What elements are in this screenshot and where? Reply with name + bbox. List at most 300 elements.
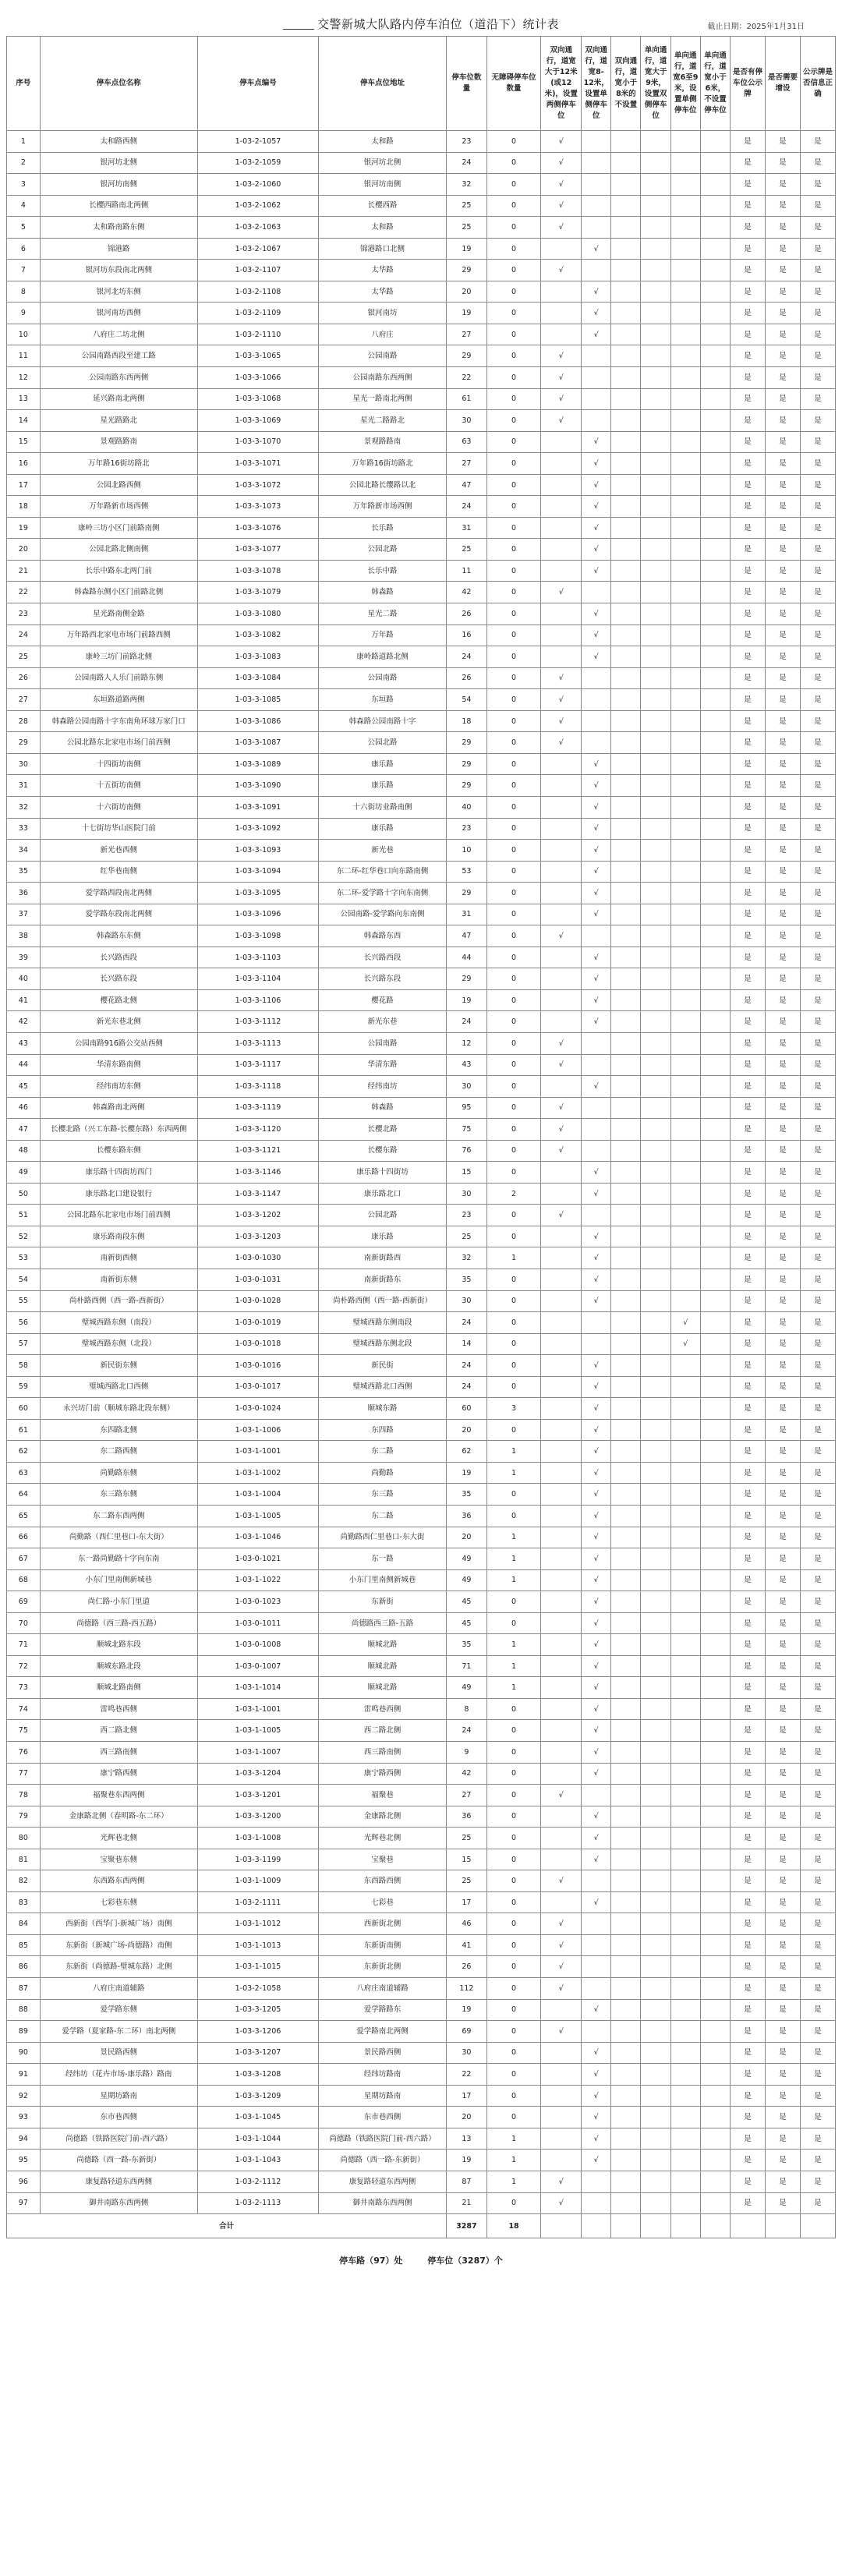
table-row bbox=[7, 453, 836, 475]
cell-check-one-narrow bbox=[700, 1054, 730, 1076]
cell-has-sign: 是 bbox=[731, 732, 766, 754]
col-header: 无障碍停车位数量 bbox=[486, 37, 541, 131]
cell-code: 1-03-0-1008 bbox=[197, 1634, 318, 1656]
cell-check-two-narrow bbox=[611, 667, 641, 689]
cell-code: 1-03-3-1073 bbox=[197, 496, 318, 518]
cell-no: 72 bbox=[7, 1655, 41, 1677]
cell-accessible: 0 bbox=[486, 861, 541, 883]
cell-check-two-mid bbox=[582, 1913, 611, 1935]
cell-check-one-wide bbox=[641, 1591, 670, 1613]
cell-check-two-narrow bbox=[611, 1698, 641, 1720]
cell-code: 1-03-3-1092 bbox=[197, 818, 318, 840]
cell-address: 星期坊路南 bbox=[319, 2085, 447, 2107]
table-row bbox=[7, 1806, 836, 1828]
cell-check-one-mid bbox=[670, 1290, 700, 1312]
cell-address: 万年路新市场西侧 bbox=[319, 496, 447, 518]
cell-no: 65 bbox=[7, 1506, 41, 1527]
cell-name: 银河坊东段南北两侧 bbox=[40, 260, 197, 281]
cell-check-one-mid bbox=[670, 904, 700, 925]
cell-code: 1-03-3-1112 bbox=[197, 1011, 318, 1033]
table-row bbox=[7, 1956, 836, 1978]
cell-has-sign: 是 bbox=[731, 1806, 766, 1828]
cell-has-sign: 是 bbox=[731, 968, 766, 990]
cell-need-add: 是 bbox=[766, 388, 801, 410]
table-row bbox=[7, 603, 836, 625]
cell-code: 1-03-3-1068 bbox=[197, 388, 318, 410]
cell-name: 锦港路 bbox=[40, 238, 197, 260]
cell-check-two-narrow bbox=[611, 883, 641, 904]
cell-check-two-narrow bbox=[611, 796, 641, 818]
cell-check-two-wide: √ bbox=[541, 710, 582, 732]
table-row bbox=[7, 1183, 836, 1205]
cell-name: 公园南路人人乐门前路东侧 bbox=[40, 667, 197, 689]
table-row bbox=[7, 1634, 836, 1656]
cell-check-one-mid bbox=[670, 2064, 700, 2086]
cell-has-sign: 是 bbox=[731, 1527, 766, 1548]
table-row bbox=[7, 1828, 836, 1849]
cell-check-one-wide bbox=[641, 1956, 670, 1978]
cell-spaces: 11 bbox=[447, 560, 487, 582]
cell-check-two-narrow bbox=[611, 710, 641, 732]
cell-check-two-narrow bbox=[611, 2042, 641, 2064]
cell-need-add: 是 bbox=[766, 152, 801, 174]
cell-spaces: 8 bbox=[447, 1698, 487, 1720]
cell-sign-correct: 是 bbox=[800, 1097, 835, 1119]
cell-name: 公园北路东北家电市场门前西侧 bbox=[40, 732, 197, 754]
cell-check-two-narrow bbox=[611, 1763, 641, 1785]
cell-no: 91 bbox=[7, 2064, 41, 2086]
cell-address: 韩森路东西 bbox=[319, 925, 447, 947]
cell-check-one-narrow bbox=[700, 1226, 730, 1247]
cell-check-one-wide bbox=[641, 796, 670, 818]
cell-check-two-mid: √ bbox=[582, 474, 611, 496]
cell-sign-correct: 是 bbox=[800, 1076, 835, 1098]
cell-check-one-narrow bbox=[700, 1290, 730, 1312]
table-row bbox=[7, 1312, 836, 1334]
cell-no: 97 bbox=[7, 2192, 41, 2214]
cell-check-two-mid bbox=[582, 582, 611, 603]
cell-no: 23 bbox=[7, 603, 41, 625]
cell-address: 景观路路南 bbox=[319, 431, 447, 453]
cell-need-add: 是 bbox=[766, 603, 801, 625]
cell-check-two-mid: √ bbox=[582, 2085, 611, 2107]
cell-code: 1-03-3-1201 bbox=[197, 1785, 318, 1806]
cell-need-add: 是 bbox=[766, 1720, 801, 1742]
cell-need-add: 是 bbox=[766, 1742, 801, 1764]
cell-name: 十六街坊南侧 bbox=[40, 796, 197, 818]
cell-has-sign: 是 bbox=[731, 2107, 766, 2128]
cell-need-add: 是 bbox=[766, 474, 801, 496]
cell-accessible: 0 bbox=[486, 989, 541, 1011]
table-row bbox=[7, 303, 836, 324]
table-row bbox=[7, 1913, 836, 1935]
cell-check-one-narrow bbox=[700, 1828, 730, 1849]
cell-check-one-narrow bbox=[700, 925, 730, 947]
cell-spaces: 26 bbox=[447, 667, 487, 689]
cell-check-one-mid bbox=[670, 1891, 700, 1913]
cell-check-two-wide bbox=[541, 1634, 582, 1656]
cell-sign-correct: 是 bbox=[800, 1548, 835, 1570]
cell-check-two-narrow bbox=[611, 1333, 641, 1355]
cell-spaces: 18 bbox=[447, 710, 487, 732]
cell-check-two-narrow bbox=[611, 1312, 641, 1334]
cell-spaces: 24 bbox=[447, 1011, 487, 1033]
table-row bbox=[7, 388, 836, 410]
cell-no: 30 bbox=[7, 753, 41, 775]
cell-check-two-wide bbox=[541, 2107, 582, 2128]
table-row bbox=[7, 496, 836, 518]
cell-address: 新光东巷 bbox=[319, 1011, 447, 1033]
cell-need-add: 是 bbox=[766, 217, 801, 239]
cell-check-two-wide bbox=[541, 1655, 582, 1677]
cell-check-one-mid bbox=[670, 689, 700, 711]
cell-check-two-wide: √ bbox=[541, 582, 582, 603]
cell-no: 9 bbox=[7, 303, 41, 324]
cell-spaces: 20 bbox=[447, 281, 487, 303]
cell-has-sign: 是 bbox=[731, 1956, 766, 1978]
cell-address: 公园北路 bbox=[319, 539, 447, 561]
cell-code: 1-03-2-1111 bbox=[197, 1891, 318, 1913]
cell-check-two-wide bbox=[541, 1548, 582, 1570]
cell-accessible: 0 bbox=[486, 1999, 541, 2021]
cell-spaces: 29 bbox=[447, 968, 487, 990]
cell-name: 尚勤路（西仁里巷口-东大街） bbox=[40, 1527, 197, 1548]
cell-check-two-mid: √ bbox=[582, 517, 611, 539]
cell-code: 1-03-3-1207 bbox=[197, 2042, 318, 2064]
cell-check-two-wide bbox=[541, 1999, 582, 2021]
cell-spaces: 44 bbox=[447, 947, 487, 968]
cell-check-one-wide bbox=[641, 410, 670, 432]
cell-accessible: 0 bbox=[486, 345, 541, 367]
cell-name: 西新街（西华门-新城广场）南侧 bbox=[40, 1913, 197, 1935]
cell-check-two-narrow bbox=[611, 2021, 641, 2043]
table-row bbox=[7, 1398, 836, 1420]
cell-check-two-mid bbox=[582, 345, 611, 367]
cell-check-two-wide: √ bbox=[541, 260, 582, 281]
cell-no: 16 bbox=[7, 453, 41, 475]
table-row bbox=[7, 1527, 836, 1548]
cell-address: 东新街北侧 bbox=[319, 1956, 447, 1978]
cell-need-add: 是 bbox=[766, 1527, 801, 1548]
table-row bbox=[7, 1162, 836, 1184]
cell-check-one-narrow bbox=[700, 2085, 730, 2107]
cell-check-two-mid: √ bbox=[582, 1806, 611, 1828]
table-row bbox=[7, 2171, 836, 2192]
cell-code: 1-03-3-1085 bbox=[197, 689, 318, 711]
cell-total-label: 合计 bbox=[7, 2214, 447, 2238]
cell-no: 28 bbox=[7, 710, 41, 732]
cell-no: 69 bbox=[7, 1591, 41, 1613]
cell-has-sign: 是 bbox=[731, 1140, 766, 1162]
table-row bbox=[7, 775, 836, 797]
cell-has-sign: 是 bbox=[731, 1634, 766, 1656]
cell-sign-correct: 是 bbox=[800, 539, 835, 561]
cell-code: 1-03-2-1057 bbox=[197, 131, 318, 153]
cell-check-two-wide: √ bbox=[541, 1870, 582, 1892]
cell-accessible: 0 bbox=[486, 925, 541, 947]
cell-sign-correct: 是 bbox=[800, 1205, 835, 1226]
cell-check-one-narrow bbox=[700, 861, 730, 883]
cell-spaces: 35 bbox=[447, 1634, 487, 1656]
cell-spaces: 63 bbox=[447, 431, 487, 453]
cell-need-add: 是 bbox=[766, 1763, 801, 1785]
cell-check-two-wide: √ bbox=[541, 1097, 582, 1119]
cell-accessible: 0 bbox=[486, 1419, 541, 1441]
cell-check-two-wide bbox=[541, 560, 582, 582]
cell-check-one-mid bbox=[670, 1032, 700, 1054]
cell-check-one-narrow bbox=[700, 947, 730, 968]
table-row bbox=[7, 345, 836, 367]
cell-check-one-narrow bbox=[700, 1956, 730, 1978]
cell-need-add: 是 bbox=[766, 1441, 801, 1463]
cell-check-two-mid: √ bbox=[582, 238, 611, 260]
cell-check-two-narrow bbox=[611, 1934, 641, 1956]
cell-name: 爱学路（夏家路-东二环）南北两侧 bbox=[40, 2021, 197, 2043]
cell-check-one-narrow bbox=[700, 1506, 730, 1527]
cell-check-two-narrow bbox=[611, 861, 641, 883]
cell-name: 东二路东西两侧 bbox=[40, 1506, 197, 1527]
table-row bbox=[7, 646, 836, 668]
cell-code: 1-03-2-1063 bbox=[197, 217, 318, 239]
cell-has-sign: 是 bbox=[731, 1569, 766, 1591]
cell-has-sign: 是 bbox=[731, 1591, 766, 1613]
cell-no: 44 bbox=[7, 1054, 41, 1076]
cell-sign-correct: 是 bbox=[800, 2021, 835, 2043]
cell-has-sign: 是 bbox=[731, 2171, 766, 2192]
cell-need-add: 是 bbox=[766, 1333, 801, 1355]
table-row bbox=[7, 1419, 836, 1441]
cell-address: 长樱西路 bbox=[319, 195, 447, 217]
cell-no: 13 bbox=[7, 388, 41, 410]
cell-check-one-narrow bbox=[700, 1677, 730, 1699]
cell-check-two-narrow bbox=[611, 1785, 641, 1806]
cell-accessible: 0 bbox=[486, 1376, 541, 1398]
cell-code: 1-03-3-1093 bbox=[197, 840, 318, 862]
cell-address: 公园北路 bbox=[319, 732, 447, 754]
table-row bbox=[7, 1698, 836, 1720]
cell-accessible: 0 bbox=[486, 195, 541, 217]
cell-need-add: 是 bbox=[766, 260, 801, 281]
cell-need-add: 是 bbox=[766, 968, 801, 990]
cell-name: 东三路东侧 bbox=[40, 1484, 197, 1506]
cell-need-add: 是 bbox=[766, 560, 801, 582]
cell-check-one-wide bbox=[641, 1612, 670, 1634]
cell-empty bbox=[541, 2214, 582, 2238]
cell-no: 88 bbox=[7, 1999, 41, 2021]
cell-check-one-narrow bbox=[700, 1162, 730, 1184]
cell-check-two-wide: √ bbox=[541, 2192, 582, 2214]
cell-check-two-narrow bbox=[611, 2192, 641, 2214]
cell-accessible: 0 bbox=[486, 1333, 541, 1355]
cell-sign-correct: 是 bbox=[800, 260, 835, 281]
cell-has-sign: 是 bbox=[731, 1054, 766, 1076]
cell-check-two-narrow bbox=[611, 1011, 641, 1033]
table-row bbox=[7, 367, 836, 389]
cell-check-one-narrow bbox=[700, 1870, 730, 1892]
cell-check-one-narrow bbox=[700, 646, 730, 668]
cell-accessible: 0 bbox=[486, 152, 541, 174]
cell-spaces: 36 bbox=[447, 1506, 487, 1527]
cell-check-one-narrow bbox=[700, 1205, 730, 1226]
cell-spaces: 47 bbox=[447, 474, 487, 496]
cell-check-two-mid: √ bbox=[582, 2128, 611, 2150]
table-row bbox=[7, 2085, 836, 2107]
cell-code: 1-03-0-1017 bbox=[197, 1376, 318, 1398]
cell-spaces: 45 bbox=[447, 1612, 487, 1634]
cell-check-two-mid: √ bbox=[582, 303, 611, 324]
cell-check-two-mid: √ bbox=[582, 324, 611, 345]
cell-accessible: 0 bbox=[486, 2021, 541, 2043]
cell-check-two-narrow bbox=[611, 2128, 641, 2150]
cell-check-two-mid: √ bbox=[582, 1828, 611, 1849]
cell-check-two-mid bbox=[582, 1978, 611, 2000]
cell-name: 长樱西路南北两侧 bbox=[40, 195, 197, 217]
cell-check-one-narrow bbox=[700, 1655, 730, 1677]
cell-spaces: 15 bbox=[447, 1849, 487, 1870]
cell-need-add: 是 bbox=[766, 539, 801, 561]
cell-accessible: 0 bbox=[486, 1742, 541, 1764]
cell-has-sign: 是 bbox=[731, 1849, 766, 1870]
cell-name: 金康路北侧（春明路-东二环） bbox=[40, 1806, 197, 1828]
cell-need-add: 是 bbox=[766, 1290, 801, 1312]
table-row bbox=[7, 281, 836, 303]
cell-no: 51 bbox=[7, 1205, 41, 1226]
cell-check-two-wide bbox=[541, 453, 582, 475]
cell-need-add: 是 bbox=[766, 1462, 801, 1484]
cell-has-sign: 是 bbox=[731, 1398, 766, 1420]
cell-code: 1-03-1-1005 bbox=[197, 1506, 318, 1527]
cell-address: 西新街北侧 bbox=[319, 1913, 447, 1935]
cell-no: 86 bbox=[7, 1956, 41, 1978]
cell-has-sign: 是 bbox=[731, 625, 766, 646]
cell-check-one-wide bbox=[641, 775, 670, 797]
cell-need-add: 是 bbox=[766, 1591, 801, 1613]
cell-check-two-narrow bbox=[611, 152, 641, 174]
cell-has-sign: 是 bbox=[731, 410, 766, 432]
cell-spaces: 25 bbox=[447, 539, 487, 561]
cell-check-one-narrow bbox=[700, 710, 730, 732]
cell-check-one-wide bbox=[641, 1506, 670, 1527]
cell-check-two-narrow bbox=[611, 539, 641, 561]
cell-sign-correct: 是 bbox=[800, 1569, 835, 1591]
cell-no: 17 bbox=[7, 474, 41, 496]
cell-has-sign: 是 bbox=[731, 474, 766, 496]
cell-code: 1-03-2-1107 bbox=[197, 260, 318, 281]
cell-code: 1-03-1-1044 bbox=[197, 2128, 318, 2150]
cell-check-two-mid: √ bbox=[582, 1999, 611, 2021]
cell-empty bbox=[670, 2214, 700, 2238]
cell-check-two-mid bbox=[582, 1119, 611, 1141]
cell-check-one-mid bbox=[670, 796, 700, 818]
cell-has-sign: 是 bbox=[731, 2064, 766, 2086]
cell-check-two-narrow bbox=[611, 1870, 641, 1892]
cell-code: 1-03-3-1121 bbox=[197, 1140, 318, 1162]
cell-check-two-narrow bbox=[611, 1119, 641, 1141]
cell-check-two-wide bbox=[541, 625, 582, 646]
cell-code: 1-03-3-1204 bbox=[197, 1763, 318, 1785]
cell-check-two-wide bbox=[541, 1612, 582, 1634]
table-row bbox=[7, 1032, 836, 1054]
cell-has-sign: 是 bbox=[731, 195, 766, 217]
cell-has-sign: 是 bbox=[731, 152, 766, 174]
cell-no: 66 bbox=[7, 1527, 41, 1548]
cell-accessible: 0 bbox=[486, 1226, 541, 1247]
cell-check-two-mid bbox=[582, 388, 611, 410]
cell-check-two-mid bbox=[582, 260, 611, 281]
cell-code: 1-03-1-1014 bbox=[197, 1677, 318, 1699]
table-row bbox=[7, 517, 836, 539]
cell-no: 80 bbox=[7, 1828, 41, 1849]
cell-check-one-wide bbox=[641, 345, 670, 367]
cell-check-one-narrow bbox=[700, 840, 730, 862]
cell-check-two-wide: √ bbox=[541, 667, 582, 689]
cell-no: 39 bbox=[7, 947, 41, 968]
cell-check-two-narrow bbox=[611, 1140, 641, 1162]
table-row bbox=[7, 1484, 836, 1506]
cell-address: 万年路 bbox=[319, 625, 447, 646]
cell-code: 1-03-3-1082 bbox=[197, 625, 318, 646]
cell-accessible: 0 bbox=[486, 646, 541, 668]
cell-no: 22 bbox=[7, 582, 41, 603]
cell-sign-correct: 是 bbox=[800, 2107, 835, 2128]
cell-check-one-wide bbox=[641, 625, 670, 646]
cell-spaces: 20 bbox=[447, 1527, 487, 1548]
cell-name: 东西路东西两侧 bbox=[40, 1870, 197, 1892]
cell-check-one-mid bbox=[670, 1806, 700, 1828]
cell-sign-correct: 是 bbox=[800, 195, 835, 217]
cell-check-one-wide bbox=[641, 1484, 670, 1506]
cell-check-one-wide bbox=[641, 560, 670, 582]
cell-code: 1-03-3-1200 bbox=[197, 1806, 318, 1828]
cell-sign-correct: 是 bbox=[800, 1785, 835, 1806]
cell-check-two-mid: √ bbox=[582, 1247, 611, 1269]
table-row bbox=[7, 1376, 836, 1398]
cell-no: 83 bbox=[7, 1891, 41, 1913]
cell-check-two-mid: √ bbox=[582, 2107, 611, 2128]
cell-sign-correct: 是 bbox=[800, 1312, 835, 1334]
cell-check-two-narrow bbox=[611, 1591, 641, 1613]
cell-has-sign: 是 bbox=[731, 2085, 766, 2107]
cell-has-sign: 是 bbox=[731, 925, 766, 947]
cell-has-sign: 是 bbox=[731, 1032, 766, 1054]
cell-check-two-mid: √ bbox=[582, 1183, 611, 1205]
table-row bbox=[7, 1226, 836, 1247]
cell-need-add: 是 bbox=[766, 796, 801, 818]
cell-check-two-narrow bbox=[611, 2171, 641, 2192]
cell-name: 长乐中路东北两门前 bbox=[40, 560, 197, 582]
cell-check-one-narrow bbox=[700, 1698, 730, 1720]
table-row bbox=[7, 238, 836, 260]
cell-code: 1-03-1-1009 bbox=[197, 1870, 318, 1892]
cell-check-one-mid bbox=[670, 1849, 700, 1870]
cell-name: 长樱北路（兴工东路-长樱东路）东西两侧 bbox=[40, 1119, 197, 1141]
cell-check-two-wide bbox=[541, 1076, 582, 1098]
cell-check-two-wide: √ bbox=[541, 152, 582, 174]
cell-has-sign: 是 bbox=[731, 1891, 766, 1913]
cell-accessible: 1 bbox=[486, 1677, 541, 1699]
cell-check-two-mid bbox=[582, 1956, 611, 1978]
table-row bbox=[7, 217, 836, 239]
cell-spaces: 19 bbox=[447, 1462, 487, 1484]
cell-code: 1-03-3-1080 bbox=[197, 603, 318, 625]
cell-code: 1-03-3-1206 bbox=[197, 2021, 318, 2043]
cell-need-add: 是 bbox=[766, 281, 801, 303]
cell-name: 公园南路916路公交站西侧 bbox=[40, 1032, 197, 1054]
cell-total-spaces: 3287 bbox=[447, 2214, 487, 2238]
cell-has-sign: 是 bbox=[731, 582, 766, 603]
cell-sign-correct: 是 bbox=[800, 1011, 835, 1033]
cell-address: 康岭路道路北侧 bbox=[319, 646, 447, 668]
